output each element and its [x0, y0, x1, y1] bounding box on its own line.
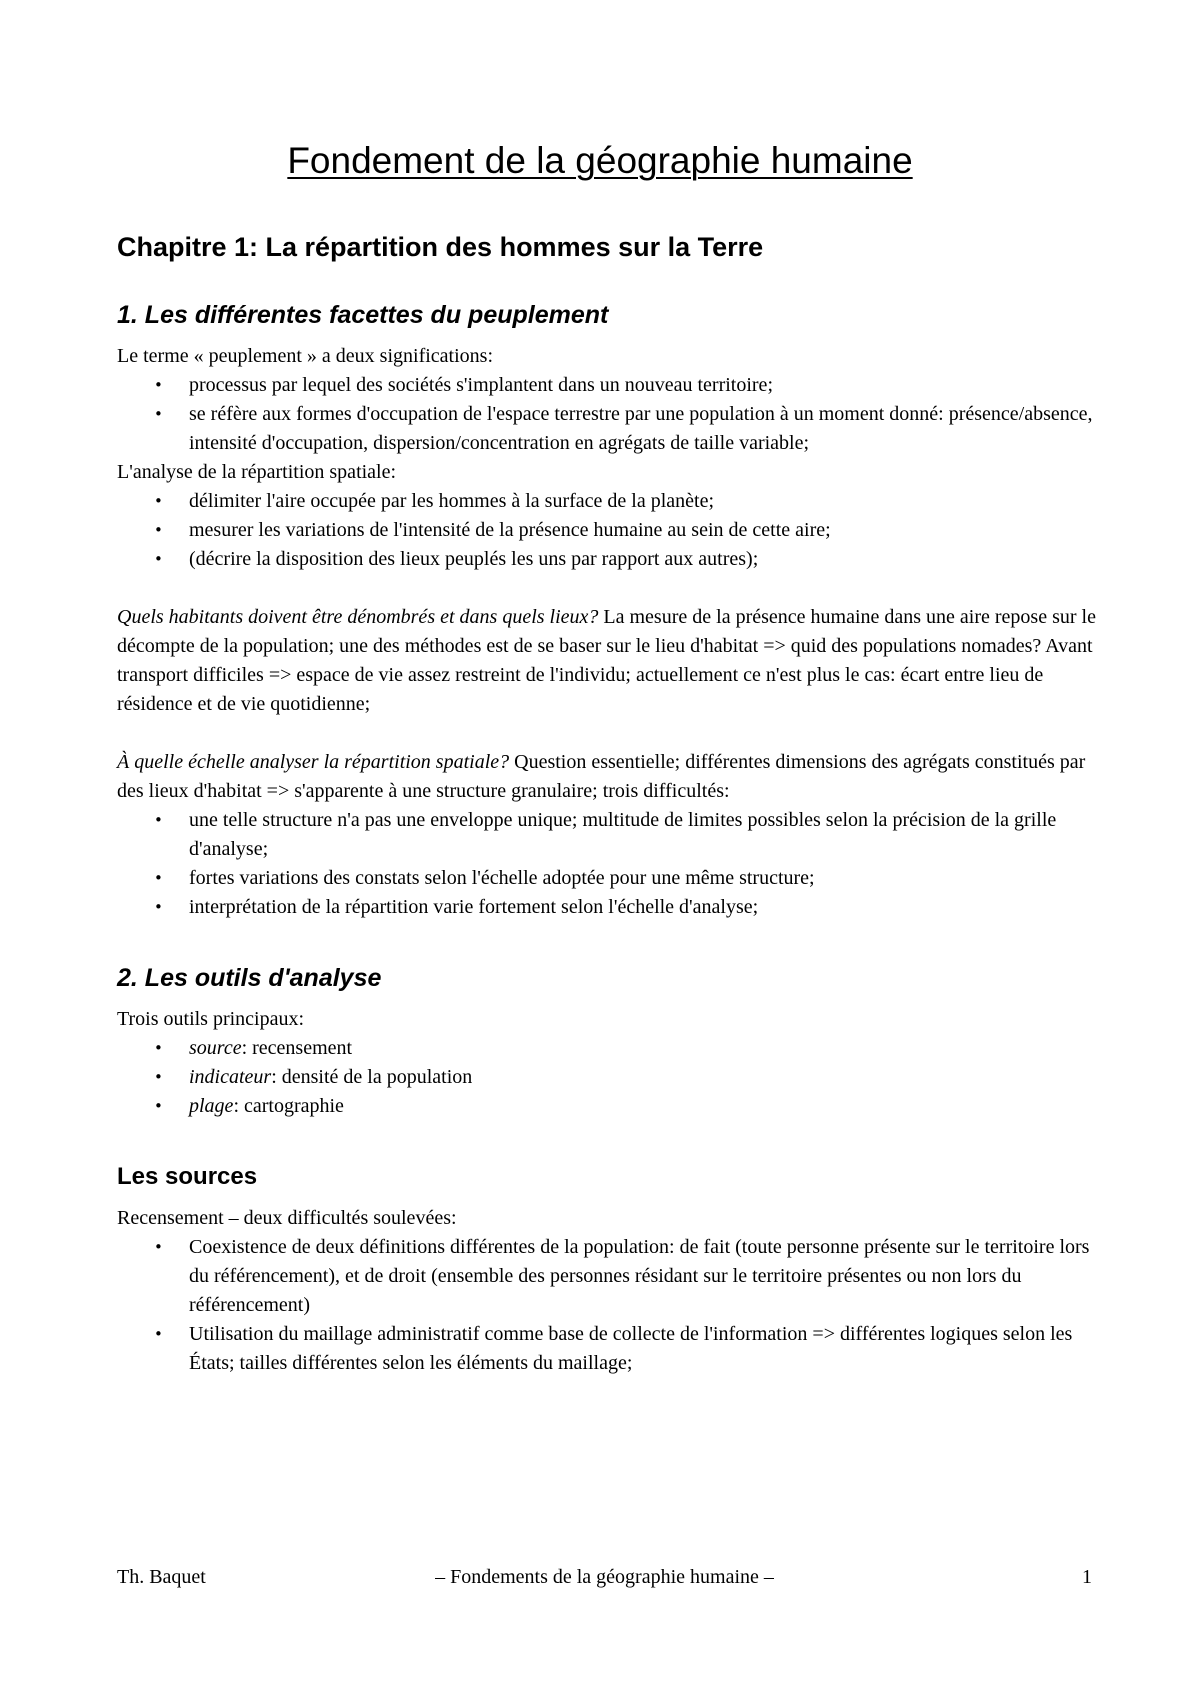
sources-heading: Les sources [117, 1163, 258, 1190]
page-footer [117, 1566, 1092, 1596]
list-item: • une telle structure n'a pas une enveloppe unique; multitude de limites possibles selon la précision de la grille d'analyse; [117, 806, 1097, 864]
meanings-list [117, 371, 1097, 458]
list-item: • délimiter l'aire occupée par les hommes à la surface de la planète; [117, 487, 1097, 516]
page-number: 1 [1082, 1566, 1092, 1588]
list-item: • interprétation de la répartition varie fortement selon l'échelle d'analyse; [117, 893, 1097, 922]
footer-author: Th. Baquet [117, 1566, 206, 1588]
tool-term: indicateur [189, 1066, 272, 1088]
list-item [117, 1034, 1097, 1063]
tool-desc: : densité de la population [271, 1066, 473, 1088]
paragraph-question: Quels habitants doivent être dénombrés et dans quels lieux? [117, 606, 599, 628]
paragraph-scale [117, 748, 1097, 806]
section2-heading: 2. Les outils d'analyse [117, 964, 382, 992]
tool-desc: : recensement [241, 1037, 353, 1059]
list-item: • Coexistence de deux définitions différentes de la population: de fait (toute personne présente sur le territoire lors du référencement), et de droit (ensemble des personnes résidant sur le territoire présentes ou non lors du référencement) [117, 1233, 1097, 1320]
list-item: • se réfère aux formes d'occupation de l'espace terrestre par une population à un moment donné: présence/absence, intensité d'occupation, dispersion/concentration en agrégats de taille variable; [117, 400, 1097, 458]
spacer [117, 922, 1097, 962]
document-title: Fondement de la géographie humaine [287, 140, 913, 181]
paragraph-question: À quelle échelle analyser la répartition spatiale? [117, 751, 510, 773]
tool-desc: : cartographie [233, 1095, 344, 1117]
chapter-heading: Chapitre 1: La répartition des hommes sur la Terre [117, 232, 764, 262]
paragraph-inhabitants [117, 603, 1097, 719]
tool-term: plage [189, 1095, 234, 1117]
tool-term: source [189, 1037, 242, 1059]
list-item: • processus par lequel des sociétés s'implantent dans un nouveau territoire; [117, 371, 1097, 400]
analysis-intro: L'analyse de la répartition spatiale: [117, 461, 397, 483]
tools-list [117, 1034, 1097, 1121]
section1-heading: 1. Les différentes facettes du peuplement [117, 301, 609, 329]
sources-intro: Recensement – deux difficultés soulevées: [117, 1207, 457, 1229]
list-item [117, 1092, 1097, 1121]
sources-list [117, 1233, 1097, 1378]
spacer [117, 1121, 1097, 1161]
document-body [117, 222, 1097, 1378]
list-item: • fortes variations des constats selon l'échelle adoptée pour une même structure; [117, 864, 1097, 893]
spacer [117, 574, 1097, 603]
difficulties-list [117, 806, 1097, 922]
section1-intro: Le terme « peuplement » a deux significations: [117, 345, 493, 367]
analysis-list [117, 487, 1097, 574]
paragraph-text: Question essentielle; différentes dimensions des agrégats constitués par des lieux d'habitat => s'apparente à une structure granulaire; trois difficultés: [117, 751, 1086, 802]
list-item [117, 1063, 1097, 1092]
footer-course: – Fondements de la géographie humaine – [435, 1566, 774, 1588]
paragraph-text: La mesure de la présence humaine dans une aire repose sur le décompte de la population; une des méthodes est de se baser sur le lieu d'habitat => quid des populations nomades? Avant transport difficiles => espace de vie assez restreint de l'individu; actuellement ce n'est plus le cas: écart entre lieu de résidence et de vie quotidienne; [117, 606, 1096, 715]
list-item: • mesurer les variations de l'intensité de la présence humaine au sein de cette aire; [117, 516, 1097, 545]
spacer [117, 719, 1097, 748]
section2-intro: Trois outils principaux: [117, 1008, 305, 1030]
list-item: • Utilisation du maillage administratif comme base de collecte de l'information => différentes logiques selon les États; tailles différentes selon les éléments du maillage; [117, 1320, 1097, 1378]
list-item: • (décrire la disposition des lieux peuplés les uns par rapport aux autres); [117, 545, 1097, 574]
